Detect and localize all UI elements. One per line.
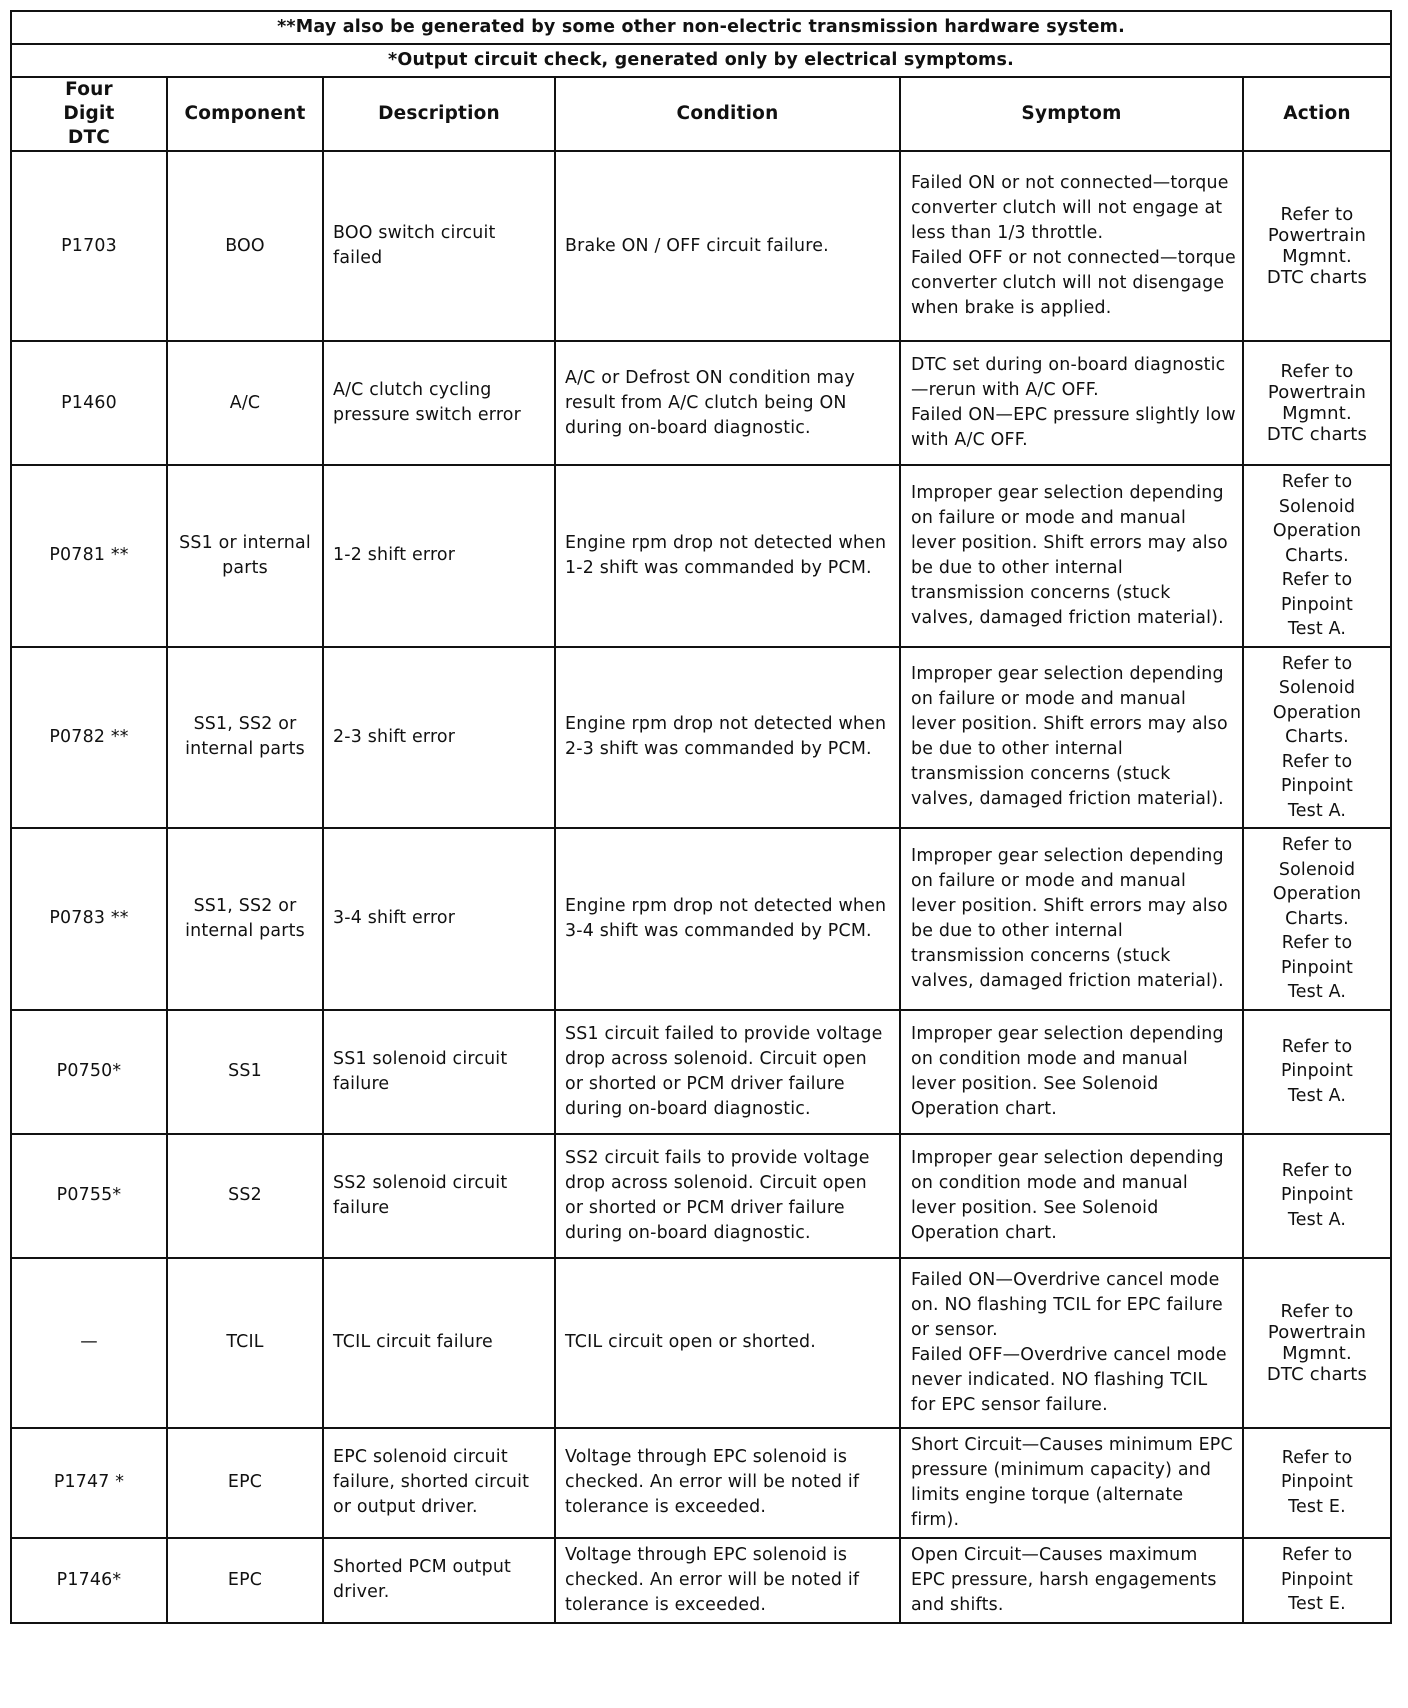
column-header-symptom: Symptom — [900, 77, 1243, 151]
column-header-action: Action — [1243, 77, 1391, 151]
dtc-cell: P0755* — [11, 1134, 167, 1258]
component-cell: SS2 — [167, 1134, 323, 1258]
condition-cell: Engine rpm drop not detected when 3-4 shift was commanded by PCM. — [555, 828, 900, 1010]
table-row — [11, 151, 1391, 341]
column-header-condition: Condition — [555, 77, 900, 151]
symptom-cell: DTC set during on-board diagnostic—rerun with A/C OFF. Failed ON—EPC pressure slightly low with A/C OFF. — [900, 341, 1243, 465]
component-cell: EPC — [167, 1538, 323, 1623]
footnote-row — [11, 11, 1391, 44]
action-cell: Refer to Pinpoint Test E. — [1243, 1428, 1391, 1538]
action-cell: Refer to Solenoid Operation Charts. Refer to Pinpoint Test A. — [1243, 647, 1391, 829]
dtc-cell: P0750* — [11, 1010, 167, 1134]
header-row — [11, 77, 1391, 151]
table-row — [11, 1010, 1391, 1134]
description-cell: Shorted PCM output driver. — [323, 1538, 555, 1623]
action-cell: Refer to Powertrain Mgmnt. DTC charts — [1243, 341, 1391, 465]
action-cell: Refer to Solenoid Operation Charts. Refer to Pinpoint Test A. — [1243, 465, 1391, 647]
condition-cell: Voltage through EPC solenoid is checked. An error will be noted if tolerance is exceeded. — [555, 1428, 900, 1538]
table-row — [11, 465, 1391, 647]
condition-cell: A/C or Defrost ON condition may result from A/C clutch being ON during on-board diagnostic. — [555, 341, 900, 465]
action-cell: Refer to Powertrain Mgmnt. DTC charts — [1243, 1258, 1391, 1428]
table-body — [11, 11, 1391, 1623]
symptom-cell: Improper gear selection depending on condition mode and manual lever position. See Solenoid Operation chart. — [900, 1010, 1243, 1134]
component-cell: SS1 — [167, 1010, 323, 1134]
component-cell: A/C — [167, 341, 323, 465]
dtc-cell: P1703 — [11, 151, 167, 341]
table-row — [11, 828, 1391, 1010]
component-cell: SS1 or internal parts — [167, 465, 323, 647]
description-cell: 2-3 shift error — [323, 647, 555, 829]
table-row — [11, 341, 1391, 465]
table-row — [11, 1538, 1391, 1623]
footnote-double-star: **May also be generated by some other non-electric transmission hardware system. — [11, 11, 1391, 44]
description-cell: 1-2 shift error — [323, 465, 555, 647]
condition-cell: Voltage through EPC solenoid is checked. An error will be noted if tolerance is exceeded. — [555, 1538, 900, 1623]
dtc-cell: P0783 ** — [11, 828, 167, 1010]
symptom-cell: Improper gear selection depending on failure or mode and manual lever position. Shift errors may also be due to other internal transmission concerns (stuck valves, damaged friction material). — [900, 465, 1243, 647]
dtc-cell: P1746* — [11, 1538, 167, 1623]
action-cell: Refer to Pinpoint Test A. — [1243, 1134, 1391, 1258]
footnote-single-star: *Output circuit check, generated only by electrical symptoms. — [11, 44, 1391, 77]
symptom-cell: Improper gear selection depending on failure or mode and manual lever position. Shift errors may also be due to other internal transmission concerns (stuck valves, damaged friction material). — [900, 647, 1243, 829]
dtc-reference-sheet — [10, 10, 1390, 1624]
component-cell: BOO — [167, 151, 323, 341]
action-cell: Refer to Pinpoint Test E. — [1243, 1538, 1391, 1623]
column-header-dtc: Four Digit DTC — [11, 77, 167, 151]
dtc-cell: P0781 ** — [11, 465, 167, 647]
condition-cell: SS2 circuit fails to provide voltage drop across solenoid. Circuit open or shorted or PCM driver failure during on-board diagnostic. — [555, 1134, 900, 1258]
description-cell: SS1 solenoid circuit failure — [323, 1010, 555, 1134]
table-row — [11, 1428, 1391, 1538]
table-row — [11, 1134, 1391, 1258]
dtc-cell: P1460 — [11, 341, 167, 465]
action-cell: Refer to Pinpoint Test A. — [1243, 1010, 1391, 1134]
dtc-cell: P0782 ** — [11, 647, 167, 829]
condition-cell: TCIL circuit open or shorted. — [555, 1258, 900, 1428]
description-cell: A/C clutch cycling pressure switch error — [323, 341, 555, 465]
symptom-cell: Improper gear selection depending on failure or mode and manual lever position. Shift errors may also be due to other internal transmission concerns (stuck valves, damaged friction material). — [900, 828, 1243, 1010]
action-cell: Refer to Powertrain Mgmnt. DTC charts — [1243, 151, 1391, 341]
action-cell: Refer to Solenoid Operation Charts. Refer to Pinpoint Test A. — [1243, 828, 1391, 1010]
description-cell: 3-4 shift error — [323, 828, 555, 1010]
condition-cell: Engine rpm drop not detected when 2-3 shift was commanded by PCM. — [555, 647, 900, 829]
condition-cell: Brake ON / OFF circuit failure. — [555, 151, 900, 341]
symptom-cell: Failed ON—Overdrive cancel mode on. NO flashing TCIL for EPC failure or sensor. Failed OFF—Overdrive cancel mode never indicated. NO flashing TCIL for EPC sensor failure. — [900, 1258, 1243, 1428]
dtc-cell: — — [11, 1258, 167, 1428]
description-cell: SS2 solenoid circuit failure — [323, 1134, 555, 1258]
table-row — [11, 647, 1391, 829]
symptom-cell: Failed ON or not connected—torque converter clutch will not engage at less than 1/3 throttle. Failed OFF or not connected—torque converter clutch will not disengage when brake is applied. — [900, 151, 1243, 341]
component-cell: TCIL — [167, 1258, 323, 1428]
dtc-cell: P1747 * — [11, 1428, 167, 1538]
description-cell: EPC solenoid circuit failure, shorted circuit or output driver. — [323, 1428, 555, 1538]
column-header-component: Component — [167, 77, 323, 151]
component-cell: EPC — [167, 1428, 323, 1538]
column-header-description: Description — [323, 77, 555, 151]
component-cell: SS1, SS2 or internal parts — [167, 647, 323, 829]
footnote-row — [11, 44, 1391, 77]
description-cell: TCIL circuit failure — [323, 1258, 555, 1428]
symptom-cell: Short Circuit—Causes minimum EPC pressure (minimum capacity) and limits engine torque (alternate firm). — [900, 1428, 1243, 1538]
symptom-cell: Open Circuit—Causes maximum EPC pressure, harsh engagements and shifts. — [900, 1538, 1243, 1623]
table-row — [11, 1258, 1391, 1428]
dtc-table — [10, 10, 1392, 1624]
description-cell: BOO switch circuit failed — [323, 151, 555, 341]
symptom-cell: Improper gear selection depending on condition mode and manual lever position. See Solenoid Operation chart. — [900, 1134, 1243, 1258]
condition-cell: Engine rpm drop not detected when 1-2 shift was commanded by PCM. — [555, 465, 900, 647]
condition-cell: SS1 circuit failed to provide voltage drop across solenoid. Circuit open or shorted or PCM driver failure during on-board diagnostic. — [555, 1010, 900, 1134]
component-cell: SS1, SS2 or internal parts — [167, 828, 323, 1010]
